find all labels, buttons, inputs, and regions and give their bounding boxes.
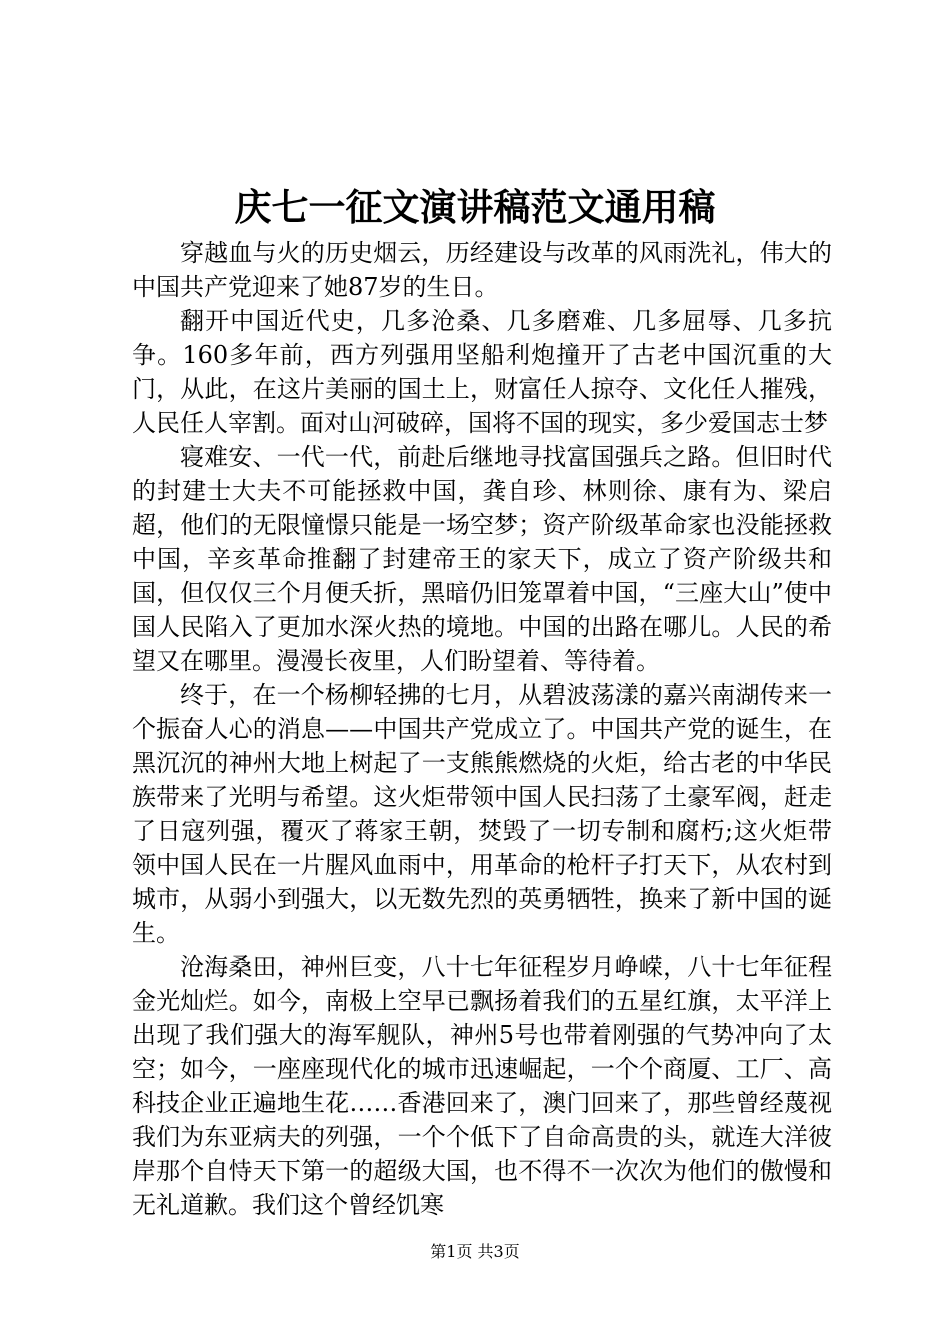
paragraph: 穿越血与火的历史烟云，历经建设与改革的风雨洗礼，伟大的中国共产党迎来了她87岁的生日。 — [132, 239, 832, 301]
paragraph: 终于，在一个杨柳轻拂的七月，从碧波荡漾的嘉兴南湖传来一个振奋人心的消息——中国共产党成立了。中国共产党的诞生，在黑沉沉的神州大地上树起了一支熊熊燃烧的火炬，给古老的中华民族带来了光明与希望。这火炬带领中国人民扫荡了土豪军阀，赶走了日寇列强，覆灭了蒋家王朝，焚毁了一切专制和腐朽;这火炬带领中国人民在一片腥风血雨中，用革命的枪杆子打天下，从农村到城市，从弱小到强大，以无数先烈的英勇牺牲，换来了新中国的诞生。 — [132, 681, 832, 947]
paragraph: 翻开中国近代史，几多沧桑、几多磨难、几多屈辱、几多抗争。160多年前，西方列强用坚船利炮撞开了古老中国沉重的大门，从此，在这片美丽的国土上，财富任人掠夺、文化任人摧残，人民任人宰割。面对山河破碎，国将不国的现实，多少爱国志士梦 — [132, 307, 832, 437]
paragraph: 寝难安、一代一代，前赴后继地寻找富国强兵之路。但旧时代的封建士大夫不可能拯救中国，龚自珍、林则徐、康有为、梁启超，他们的无限憧憬只能是一场空梦；资产阶级革命家也没能拯救中国，辛亥革命推翻了封建帝王的家天下，成立了资产阶级共和国，但仅仅三个月便夭折，黑暗仍旧笼罩着中国，“三座大山”使中国人民陷入了更加水深火热的境地。中国的出路在哪儿。人民的希望又在哪里。漫漫长夜里，人们盼望着、等待着。 — [132, 443, 832, 675]
document-title: 庆七一征文演讲稿范文通用稿 — [234, 185, 716, 229]
document-body — [132, 236, 832, 1222]
page-footer: 第1页 共3页 — [430, 1242, 520, 1261]
paragraph: 沧海桑田，神州巨变，八十七年征程岁月峥嵘，八十七年征程金光灿烂。如今，南极上空早已飘扬着我们的五星红旗，太平洋上出现了我们强大的海军舰队，神州5号也带着刚强的气势冲向了太空；如今，一座座现代化的城市迅速崛起，一个个商厦、工厂、高科技企业正遍地生花……香港回来了，澳门回来了，那些曾经蔑视我们为东亚病夫的列强，一个个低下了自命高贵的头，就连大洋彼岸那个自恃天下第一的超级大国，也不得不一次次为他们的傲慢和无礼道歉。我们这个曾经饥寒 — [132, 953, 832, 1219]
